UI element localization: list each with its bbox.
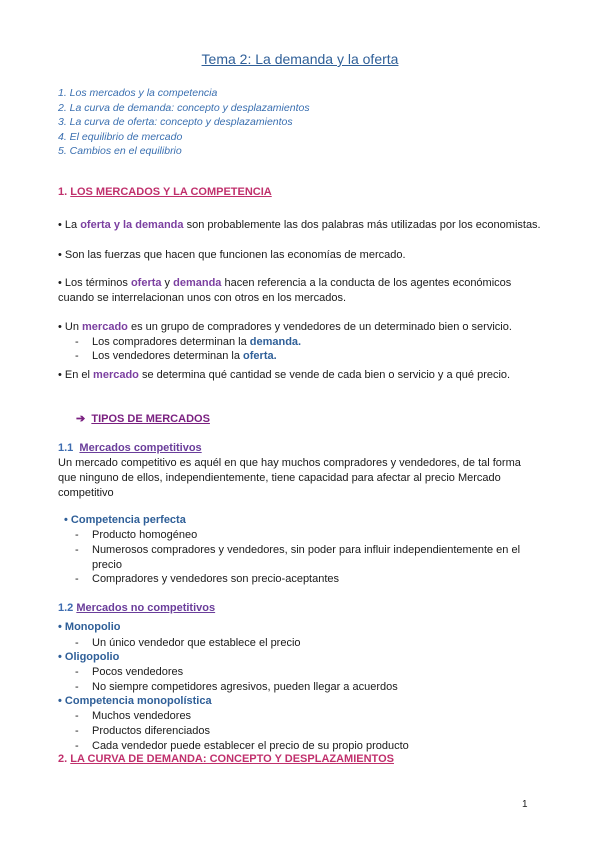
toc-item[interactable]: 5. Cambios en el equilibrio — [58, 145, 182, 158]
list-item: - Cada vendedor puede establecer el precio de su propio producto — [75, 740, 409, 752]
page-title: Tema 2: La demanda y la oferta — [201, 51, 399, 67]
list-item: - Numerosos compradores y vendedores, sin poder para influir independientemente en el — [75, 544, 521, 556]
toc-item[interactable]: 2. La curva de demanda: concepto y desplazamientos — [58, 101, 310, 114]
section-1-heading: 1. LOS MERCADOS Y LA COMPETENCIA — [58, 186, 272, 198]
list-item: - Los vendedores determinan la oferta. — [75, 350, 277, 362]
page-number: 1 — [522, 799, 528, 810]
competencia-monopolistica-label: • Competencia monopolística — [58, 695, 212, 707]
tipos-heading: ➔ TIPOS DE MERCADOS — [76, 413, 210, 425]
list-item: - Pocos vendedores — [75, 666, 184, 678]
subsection-1-1-text: Un mercado competitivo es aquél en que hay muchos compradores y vendedores, de tal forma que ninguno de ellos, independientemente, tiene capacidad para afectar al precio Mercado competitivo — [58, 457, 521, 499]
list-item-continuation: precio — [92, 559, 122, 571]
oligopolio-label: • Oligopolio — [58, 651, 120, 663]
subsection-1-1-heading: 1.1 Mercados competitivos — [58, 442, 202, 454]
subsection-1-2-heading: 1.2 Mercados no competitivos — [58, 602, 216, 614]
paragraph-4: • Un mercado es un grupo de compradores y vendedores de un determinado bien o servicio. — [58, 321, 512, 333]
paragraph-2: • Son las fuerzas que hacen que funcionen las economías de mercado. — [58, 249, 406, 261]
paragraph-3: • Los términos oferta y demanda hacen referencia a la conducta de los agentes económicos cuando se interrelacionan unos con otros en los mercados. — [58, 277, 512, 304]
table-of-contents — [58, 86, 310, 159]
list-item: - Muchos vendedores — [75, 710, 192, 722]
monopolio-label: • Monopolio — [58, 621, 121, 633]
toc-item[interactable]: 1. Los mercados y la competencia — [58, 87, 218, 99]
section-2-heading: 2. LA CURVA DE DEMANDA: CONCEPTO Y DESPLAZAMIENTOS — [58, 753, 394, 765]
list-item: - Los compradores determinan la demanda. — [75, 336, 302, 348]
toc-item[interactable]: 3. La curva de oferta: concepto y desplazamientos — [58, 116, 293, 129]
list-item: - Un único vendedor que establece el precio — [75, 637, 301, 649]
toc-item[interactable]: 4. El equilibrio de mercado — [58, 130, 183, 143]
competencia-perfecta-label: • Competencia perfecta — [64, 514, 186, 526]
arrow-icon: ➔ — [76, 413, 86, 425]
paragraph-5: • En el mercado se determina qué cantidad se vende de cada bien o servicio y a qué precio. — [58, 369, 511, 381]
list-item: - Producto homogéneo — [75, 529, 198, 541]
paragraph-1: • La oferta y la demanda son probablemente las dos palabras más utilizadas por los economistas. — [58, 219, 541, 231]
list-item: - No siempre competidores agresivos, pueden llegar a acuerdos — [75, 681, 398, 693]
list-item: - Compradores y vendedores son precio-aceptantes — [75, 573, 340, 585]
list-item: - Productos diferenciados — [75, 725, 211, 737]
